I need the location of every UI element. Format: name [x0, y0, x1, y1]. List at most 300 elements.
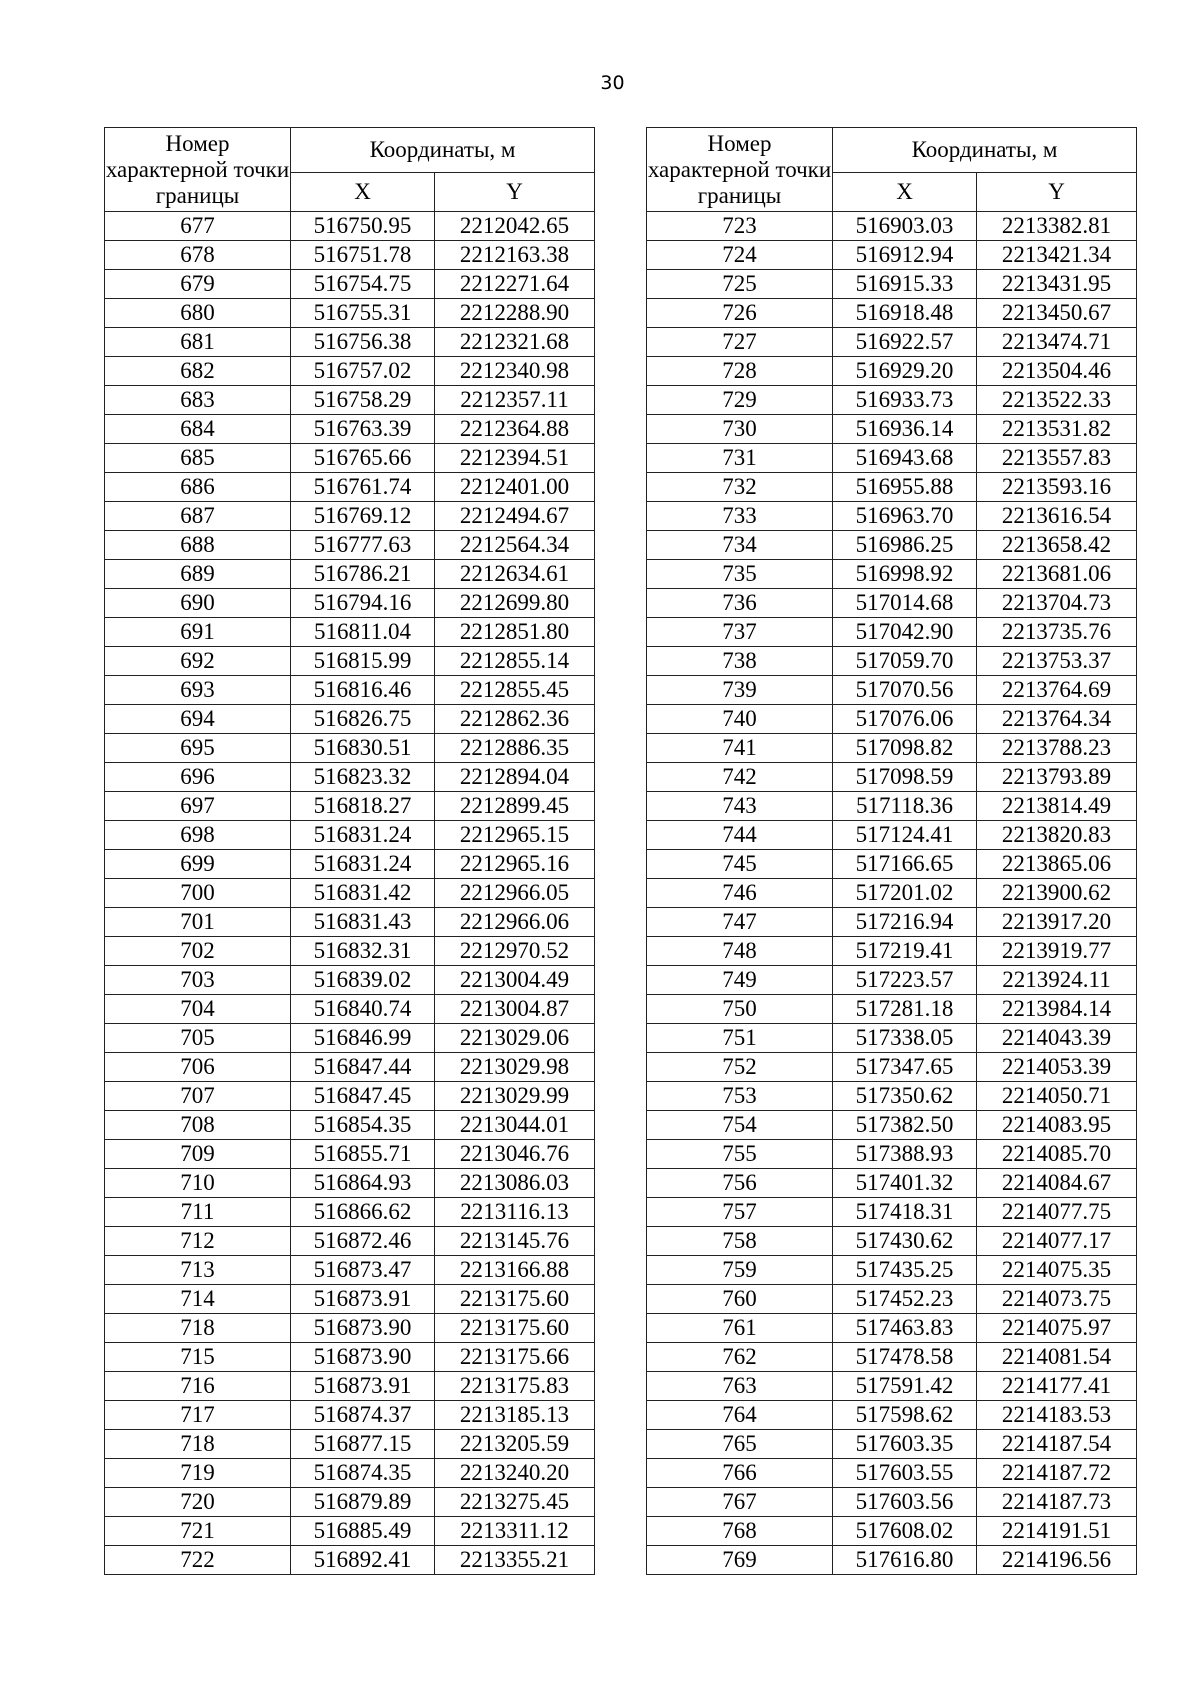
table-row: [105, 1343, 595, 1372]
point-number-cell: 707: [105, 1082, 291, 1111]
y-coordinate-cell: 2212321.68: [435, 328, 595, 357]
y-coordinate-cell: 2213522.33: [977, 386, 1137, 415]
table-row: [647, 1082, 1137, 1111]
y-coordinate-cell: 2213175.60: [435, 1285, 595, 1314]
point-number-cell: 700: [105, 879, 291, 908]
table-row: [647, 1430, 1137, 1459]
x-coordinate-cell: 517098.59: [833, 763, 977, 792]
x-coordinate-cell: 516831.42: [291, 879, 435, 908]
y-coordinate-cell: 2213029.06: [435, 1024, 595, 1053]
y-coordinate-cell: 2212966.05: [435, 879, 595, 908]
table-row: [647, 966, 1137, 995]
x-coordinate-cell: 517598.62: [833, 1401, 977, 1430]
x-coordinate-cell: 516986.25: [833, 531, 977, 560]
y-coordinate-cell: 2214050.71: [977, 1082, 1137, 1111]
table-row: [105, 937, 595, 966]
y-coordinate-cell: 2214084.67: [977, 1169, 1137, 1198]
x-coordinate-cell: 516830.51: [291, 734, 435, 763]
x-coordinate-cell: 517070.56: [833, 676, 977, 705]
point-number-cell: 732: [647, 473, 833, 502]
y-coordinate-cell: 2212894.04: [435, 763, 595, 792]
table-row: [105, 241, 595, 270]
point-number-cell: 750: [647, 995, 833, 1024]
page-number: 30: [600, 72, 625, 94]
table-row: [647, 502, 1137, 531]
y-header: Y: [977, 173, 1137, 212]
x-coordinate-cell: 516846.99: [291, 1024, 435, 1053]
y-coordinate-cell: 2214043.39: [977, 1024, 1137, 1053]
table-body: [105, 212, 595, 1575]
y-coordinate-cell: 2212364.88: [435, 415, 595, 444]
table-row: [105, 821, 595, 850]
point-number-cell: 726: [647, 299, 833, 328]
y-coordinate-cell: 2213865.06: [977, 850, 1137, 879]
x-coordinate-cell: 517418.31: [833, 1198, 977, 1227]
y-coordinate-cell: 2213046.76: [435, 1140, 595, 1169]
point-number-cell: 736: [647, 589, 833, 618]
x-coordinate-cell: 516873.91: [291, 1372, 435, 1401]
y-coordinate-cell: 2214053.39: [977, 1053, 1137, 1082]
x-header: X: [833, 173, 977, 212]
table-row: [105, 415, 595, 444]
point-number-cell: 728: [647, 357, 833, 386]
point-number-cell: 711: [105, 1198, 291, 1227]
point-number-cell: 757: [647, 1198, 833, 1227]
point-number-cell: 706: [105, 1053, 291, 1082]
x-coordinate-cell: 516933.73: [833, 386, 977, 415]
point-number-cell: 689: [105, 560, 291, 589]
table-row: [105, 1140, 595, 1169]
x-coordinate-cell: 517338.05: [833, 1024, 977, 1053]
x-coordinate-cell: 517347.65: [833, 1053, 977, 1082]
y-coordinate-cell: 2213735.76: [977, 618, 1137, 647]
table-row: [105, 1256, 595, 1285]
x-coordinate-cell: 517350.62: [833, 1082, 977, 1111]
y-coordinate-cell: 2213116.13: [435, 1198, 595, 1227]
x-coordinate-cell: 516815.99: [291, 647, 435, 676]
table-row: [647, 647, 1137, 676]
x-coordinate-cell: 517223.57: [833, 966, 977, 995]
y-coordinate-cell: 2212966.06: [435, 908, 595, 937]
point-number-cell: 705: [105, 1024, 291, 1053]
point-number-cell: 725: [647, 270, 833, 299]
table-row: [105, 1227, 595, 1256]
y-coordinate-cell: 2213450.67: [977, 299, 1137, 328]
x-coordinate-cell: 516855.71: [291, 1140, 435, 1169]
point-number-cell: 767: [647, 1488, 833, 1517]
point-number-cell: 763: [647, 1372, 833, 1401]
point-number-cell: 683: [105, 386, 291, 415]
x-coordinate-cell: 517166.65: [833, 850, 977, 879]
table-row: [105, 676, 595, 705]
x-coordinate-cell: 516918.48: [833, 299, 977, 328]
x-coordinate-cell: 517382.50: [833, 1111, 977, 1140]
table-row: [105, 502, 595, 531]
point-number-cell: 722: [105, 1546, 291, 1575]
y-coordinate-cell: 2213205.59: [435, 1430, 595, 1459]
y-coordinate-cell: 2213175.60: [435, 1314, 595, 1343]
point-number-cell: 695: [105, 734, 291, 763]
point-number-cell: 748: [647, 937, 833, 966]
x-coordinate-cell: 516873.47: [291, 1256, 435, 1285]
point-number-cell: 714: [105, 1285, 291, 1314]
point-number-cell: 752: [647, 1053, 833, 1082]
y-header: Y: [435, 173, 595, 212]
y-coordinate-cell: 2213086.03: [435, 1169, 595, 1198]
y-coordinate-cell: 2213984.14: [977, 995, 1137, 1024]
table-row: [647, 995, 1137, 1024]
point-number-cell: 693: [105, 676, 291, 705]
point-number-cell: 701: [105, 908, 291, 937]
x-coordinate-cell: 517430.62: [833, 1227, 977, 1256]
table-row: [105, 1488, 595, 1517]
x-coordinate-cell: 516826.75: [291, 705, 435, 734]
y-coordinate-cell: 2214177.41: [977, 1372, 1137, 1401]
table-row: [647, 879, 1137, 908]
y-coordinate-cell: 2213919.77: [977, 937, 1137, 966]
point-number-cell: 719: [105, 1459, 291, 1488]
y-coordinate-cell: 2213044.01: [435, 1111, 595, 1140]
table-row: [105, 618, 595, 647]
table-row: [105, 444, 595, 473]
table-row: [105, 270, 595, 299]
point-number-cell: 759: [647, 1256, 833, 1285]
point-number-cell: 688: [105, 531, 291, 560]
point-number-cell: 691: [105, 618, 291, 647]
coordinates-header: Координаты, м: [291, 128, 595, 173]
point-number-cell: 694: [105, 705, 291, 734]
y-coordinate-cell: 2212851.80: [435, 618, 595, 647]
x-coordinate-cell: 516831.43: [291, 908, 435, 937]
x-coordinate-cell: 517463.83: [833, 1314, 977, 1343]
x-coordinate-cell: 516816.46: [291, 676, 435, 705]
table-row: [647, 618, 1137, 647]
x-coordinate-cell: 517603.35: [833, 1430, 977, 1459]
table-row: [105, 1285, 595, 1314]
table-row: [105, 1430, 595, 1459]
y-coordinate-cell: 2213793.89: [977, 763, 1137, 792]
y-coordinate-cell: 2214081.54: [977, 1343, 1137, 1372]
table-row: [647, 1488, 1137, 1517]
x-coordinate-cell: 516885.49: [291, 1517, 435, 1546]
point-number-cell: 737: [647, 618, 833, 647]
y-coordinate-cell: 2214183.53: [977, 1401, 1137, 1430]
y-coordinate-cell: 2213145.76: [435, 1227, 595, 1256]
table-row: [105, 705, 595, 734]
table-row: [105, 386, 595, 415]
y-coordinate-cell: 2213355.21: [435, 1546, 595, 1575]
table-row: [647, 734, 1137, 763]
point-number-cell: 684: [105, 415, 291, 444]
point-number-cell: 734: [647, 531, 833, 560]
x-coordinate-cell: 516866.62: [291, 1198, 435, 1227]
point-number-cell: 754: [647, 1111, 833, 1140]
coordinates-table-right: [646, 127, 1137, 1575]
point-number-cell: 696: [105, 763, 291, 792]
point-number-cell: 741: [647, 734, 833, 763]
x-coordinate-cell: 516756.38: [291, 328, 435, 357]
x-coordinate-cell: 516877.15: [291, 1430, 435, 1459]
y-coordinate-cell: 2214085.70: [977, 1140, 1137, 1169]
point-number-header: Номер характерной точки границы: [647, 128, 833, 212]
x-coordinate-cell: 516874.37: [291, 1401, 435, 1430]
table-row: [105, 647, 595, 676]
y-coordinate-cell: 2213474.71: [977, 328, 1137, 357]
y-coordinate-cell: 2214077.75: [977, 1198, 1137, 1227]
table-row: [647, 1256, 1137, 1285]
y-coordinate-cell: 2213531.82: [977, 415, 1137, 444]
x-coordinate-cell: 516840.74: [291, 995, 435, 1024]
table-row: [647, 241, 1137, 270]
table-row: [647, 1285, 1137, 1314]
point-number-cell: 721: [105, 1517, 291, 1546]
table-row: [647, 1517, 1137, 1546]
table-row: [105, 1024, 595, 1053]
point-number-cell: 733: [647, 502, 833, 531]
x-coordinate-cell: 516892.41: [291, 1546, 435, 1575]
point-number-cell: 769: [647, 1546, 833, 1575]
table-row: [647, 705, 1137, 734]
table-row: [105, 1401, 595, 1430]
point-number-cell: 744: [647, 821, 833, 850]
y-coordinate-cell: 2213900.62: [977, 879, 1137, 908]
x-coordinate-cell: 516864.93: [291, 1169, 435, 1198]
y-coordinate-cell: 2214075.35: [977, 1256, 1137, 1285]
x-coordinate-cell: 516823.32: [291, 763, 435, 792]
y-coordinate-cell: 2213814.49: [977, 792, 1137, 821]
table-row: [105, 1082, 595, 1111]
point-number-header: Номер характерной точки границы: [105, 128, 291, 212]
table-row: [647, 676, 1137, 705]
x-coordinate-cell: 516929.20: [833, 357, 977, 386]
y-coordinate-cell: 2213029.99: [435, 1082, 595, 1111]
point-number-cell: 723: [647, 212, 833, 241]
x-coordinate-cell: 516794.16: [291, 589, 435, 618]
table-row: [647, 850, 1137, 879]
x-coordinate-cell: 516873.90: [291, 1343, 435, 1372]
table-row: [647, 473, 1137, 502]
table-row: [647, 531, 1137, 560]
x-coordinate-cell: 517591.42: [833, 1372, 977, 1401]
point-number-cell: 751: [647, 1024, 833, 1053]
x-coordinate-cell: 516955.88: [833, 473, 977, 502]
table-row: [647, 1459, 1137, 1488]
y-coordinate-cell: 2213240.20: [435, 1459, 595, 1488]
y-coordinate-cell: 2213820.83: [977, 821, 1137, 850]
x-coordinate-cell: 516847.44: [291, 1053, 435, 1082]
x-header: X: [291, 173, 435, 212]
x-coordinate-cell: 516777.63: [291, 531, 435, 560]
x-coordinate-cell: 517603.55: [833, 1459, 977, 1488]
table-row: [105, 995, 595, 1024]
y-coordinate-cell: 2212042.65: [435, 212, 595, 241]
point-number-cell: 713: [105, 1256, 291, 1285]
x-coordinate-cell: 517388.93: [833, 1140, 977, 1169]
point-number-cell: 710: [105, 1169, 291, 1198]
y-coordinate-cell: 2213029.98: [435, 1053, 595, 1082]
point-number-cell: 678: [105, 241, 291, 270]
y-coordinate-cell: 2213593.16: [977, 473, 1137, 502]
point-number-cell: 712: [105, 1227, 291, 1256]
y-coordinate-cell: 2212699.80: [435, 589, 595, 618]
x-coordinate-cell: 516758.29: [291, 386, 435, 415]
y-coordinate-cell: 2213764.69: [977, 676, 1137, 705]
point-number-cell: 762: [647, 1343, 833, 1372]
x-coordinate-cell: 517014.68: [833, 589, 977, 618]
table-row: [647, 444, 1137, 473]
x-coordinate-cell: 516963.70: [833, 502, 977, 531]
x-coordinate-cell: 516903.03: [833, 212, 977, 241]
y-coordinate-cell: 2214187.72: [977, 1459, 1137, 1488]
x-coordinate-cell: 516872.46: [291, 1227, 435, 1256]
point-number-cell: 745: [647, 850, 833, 879]
x-coordinate-cell: 517042.90: [833, 618, 977, 647]
y-coordinate-cell: 2213504.46: [977, 357, 1137, 386]
x-coordinate-cell: 516754.75: [291, 270, 435, 299]
point-number-cell: 740: [647, 705, 833, 734]
point-number-cell: 756: [647, 1169, 833, 1198]
point-number-cell: 702: [105, 937, 291, 966]
table-row: [647, 299, 1137, 328]
point-number-cell: 768: [647, 1517, 833, 1546]
point-number-cell: 746: [647, 879, 833, 908]
x-coordinate-cell: 517608.02: [833, 1517, 977, 1546]
x-coordinate-cell: 516854.35: [291, 1111, 435, 1140]
table-row: [105, 763, 595, 792]
table-row: [105, 328, 595, 357]
y-coordinate-cell: 2213753.37: [977, 647, 1137, 676]
table-row: [647, 821, 1137, 850]
table-row: [105, 560, 595, 589]
table-row: [105, 1198, 595, 1227]
table-row: [105, 734, 595, 763]
x-coordinate-cell: 517124.41: [833, 821, 977, 850]
point-number-cell: 715: [105, 1343, 291, 1372]
table-row: [105, 212, 595, 241]
y-coordinate-cell: 2214187.54: [977, 1430, 1137, 1459]
x-coordinate-cell: 516757.02: [291, 357, 435, 386]
x-coordinate-cell: 516879.89: [291, 1488, 435, 1517]
y-coordinate-cell: 2212634.61: [435, 560, 595, 589]
table-row: [105, 589, 595, 618]
point-number-cell: 687: [105, 502, 291, 531]
y-coordinate-cell: 2214187.73: [977, 1488, 1137, 1517]
x-coordinate-cell: 516750.95: [291, 212, 435, 241]
table-row: [647, 1111, 1137, 1140]
point-number-cell: 708: [105, 1111, 291, 1140]
table-row: [105, 966, 595, 995]
table-row: [105, 792, 595, 821]
x-coordinate-cell: 517478.58: [833, 1343, 977, 1372]
table-row: [647, 937, 1137, 966]
point-number-cell: 682: [105, 357, 291, 386]
y-coordinate-cell: 2213764.34: [977, 705, 1137, 734]
point-number-cell: 697: [105, 792, 291, 821]
x-coordinate-cell: 517219.41: [833, 937, 977, 966]
x-coordinate-cell: 517076.06: [833, 705, 977, 734]
y-coordinate-cell: 2212965.15: [435, 821, 595, 850]
table-row: [647, 212, 1137, 241]
x-coordinate-cell: 517616.80: [833, 1546, 977, 1575]
x-coordinate-cell: 516943.68: [833, 444, 977, 473]
y-coordinate-cell: 2213557.83: [977, 444, 1137, 473]
point-number-cell: 731: [647, 444, 833, 473]
x-coordinate-cell: 516998.92: [833, 560, 977, 589]
point-number-cell: 749: [647, 966, 833, 995]
point-number-cell: 729: [647, 386, 833, 415]
point-number-cell: 753: [647, 1082, 833, 1111]
table-row: [647, 1140, 1137, 1169]
x-coordinate-cell: 516765.66: [291, 444, 435, 473]
coordinates-table-left: [104, 127, 595, 1575]
y-coordinate-cell: 2212862.36: [435, 705, 595, 734]
y-coordinate-cell: 2214196.56: [977, 1546, 1137, 1575]
y-coordinate-cell: 2213704.73: [977, 589, 1137, 618]
y-coordinate-cell: 2212271.64: [435, 270, 595, 299]
y-coordinate-cell: 2212970.52: [435, 937, 595, 966]
x-coordinate-cell: 516769.12: [291, 502, 435, 531]
table-row: [647, 1053, 1137, 1082]
point-number-cell: 717: [105, 1401, 291, 1430]
table-row: [647, 908, 1137, 937]
point-number-cell: 758: [647, 1227, 833, 1256]
x-coordinate-cell: 517216.94: [833, 908, 977, 937]
table-row: [105, 908, 595, 937]
y-coordinate-cell: 2213382.81: [977, 212, 1137, 241]
point-number-cell: 686: [105, 473, 291, 502]
point-number-cell: 755: [647, 1140, 833, 1169]
y-coordinate-cell: 2213166.88: [435, 1256, 595, 1285]
x-coordinate-cell: 517201.02: [833, 879, 977, 908]
y-coordinate-cell: 2212340.98: [435, 357, 595, 386]
x-coordinate-cell: 516832.31: [291, 937, 435, 966]
table-row: [105, 531, 595, 560]
x-coordinate-cell: 516873.91: [291, 1285, 435, 1314]
y-coordinate-cell: 2214077.17: [977, 1227, 1137, 1256]
point-number-cell: 743: [647, 792, 833, 821]
y-coordinate-cell: 2212394.51: [435, 444, 595, 473]
y-coordinate-cell: 2212401.00: [435, 473, 595, 502]
table-row: [105, 1169, 595, 1198]
y-coordinate-cell: 2212288.90: [435, 299, 595, 328]
table-row: [647, 1401, 1137, 1430]
y-coordinate-cell: 2213917.20: [977, 908, 1137, 937]
y-coordinate-cell: 2212357.11: [435, 386, 595, 415]
x-coordinate-cell: 517401.32: [833, 1169, 977, 1198]
table-row: [105, 1053, 595, 1082]
table-row: [647, 560, 1137, 589]
point-number-cell: 680: [105, 299, 291, 328]
table-row: [105, 357, 595, 386]
table-row: [105, 1517, 595, 1546]
point-number-cell: 681: [105, 328, 291, 357]
x-coordinate-cell: 517603.56: [833, 1488, 977, 1517]
y-coordinate-cell: 2212855.14: [435, 647, 595, 676]
table-row: [647, 357, 1137, 386]
y-coordinate-cell: 2213924.11: [977, 966, 1137, 995]
y-coordinate-cell: 2213788.23: [977, 734, 1137, 763]
table-row: [105, 1546, 595, 1575]
point-number-cell: 760: [647, 1285, 833, 1314]
table-row: [105, 1314, 595, 1343]
table-row: [105, 879, 595, 908]
x-coordinate-cell: 516847.45: [291, 1082, 435, 1111]
table-row: [647, 763, 1137, 792]
x-coordinate-cell: 516755.31: [291, 299, 435, 328]
x-coordinate-cell: 516761.74: [291, 473, 435, 502]
y-coordinate-cell: 2213175.66: [435, 1343, 595, 1372]
table-row: [647, 1169, 1137, 1198]
